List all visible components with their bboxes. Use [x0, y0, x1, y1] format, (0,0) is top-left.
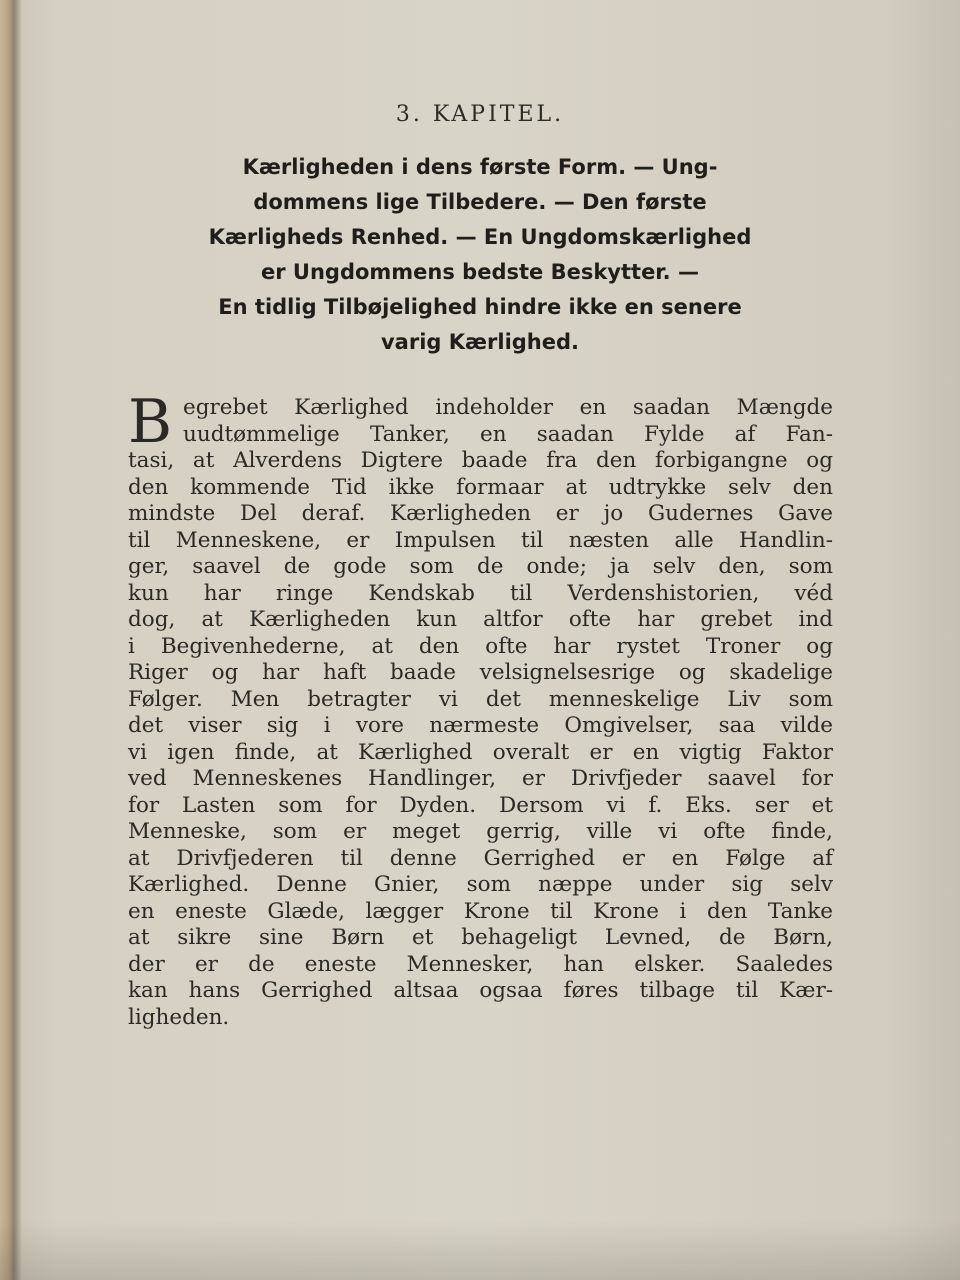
- body-line: Kærlighed. Denne Gnier, som næppe under sig selv: [128, 872, 833, 897]
- summary-line: dommens lige Tilbedere. — Den første: [253, 190, 707, 214]
- body-line: at sikre sine Børn et behageligt Levned, de Børn,: [128, 925, 833, 950]
- body-line: en eneste Glæde, lægger Krone til Krone i den Tanke: [128, 898, 833, 924]
- body-line: til Menneskene, er Impulsen til næsten alle Handlin-: [128, 527, 833, 553]
- drop-cap: B: [128, 387, 173, 457]
- summary-line: Kærligheds Renhed. — En Ungdomskærlighed: [208, 225, 752, 249]
- body-line: det viser sig i vore nærmeste Omgivelser, saa vilde: [128, 713, 833, 738]
- summary-line: varig Kærlighed.: [380, 330, 580, 354]
- body-line: kan hans Gerrighed altsaa ogsaa føres tilbage til Kær-: [128, 978, 833, 1003]
- body-line: egrebet Kærlighed indeholder en saadan Mængde: [183, 395, 833, 420]
- body-line: ger, saavel de gode som de onde; ja selv den, som: [128, 554, 833, 579]
- body-line: kun har ringe Kendskab til Verdenshistorien, véd: [128, 580, 833, 606]
- body-line: tasi, at Alverdens Digtere baade fra den forbigangne og: [128, 448, 833, 473]
- body-line: ved Menneskenes Handlinger, er Drivfjeder saavel for: [128, 766, 833, 791]
- body-line: uudtømmelige Tanker, en saadan Fylde af Fan-: [183, 421, 833, 447]
- binding-edge: [0, 0, 22, 1280]
- chapter-summary: [150, 150, 810, 360]
- page-shadow: [0, 1220, 960, 1280]
- body-line: at Drivfjederen til denne Gerrighed er en Følge af: [128, 845, 833, 871]
- body-line: der er de eneste Mennesker, han elsker. Saaledes: [128, 951, 833, 977]
- body-line: Menneske, som er meget gerrig, ville vi ofte finde,: [128, 819, 833, 844]
- body-line: ligheden.: [128, 1004, 230, 1030]
- body-line: i Begivenhederne, at den ofte har rystet Troner og: [128, 633, 833, 659]
- body-line: Følger. Men betragter vi det menneskelige Liv som: [128, 686, 833, 712]
- body-line: vi igen finde, at Kærlighed overalt er en vigtig Faktor: [128, 739, 833, 765]
- body-line: mindste Del deraf. Kærligheden er jo Gudernes Gave: [128, 501, 833, 526]
- body-line: den kommende Tid ikke formaar at udtrykke selv den: [128, 474, 833, 500]
- chapter-heading: 3. KAPITEL.: [395, 102, 565, 127]
- body-line: dog, at Kærligheden kun altfor ofte har grebet ind: [128, 607, 833, 632]
- summary-line: En tidlig Tilbøjelighed hindre ikke en senere: [218, 295, 742, 319]
- body-line: for Lasten som for Dyden. Dersom vi f. Eks. ser et: [128, 792, 833, 818]
- summary-line: Kærligheden i dens første Form. — Ung-: [242, 155, 718, 179]
- body-line: Riger og har haft baade velsignelsesrige og skadelige: [128, 660, 833, 685]
- body-text: [128, 395, 833, 1031]
- summary-line: er Ungdommens bedste Beskytter. —: [261, 260, 699, 284]
